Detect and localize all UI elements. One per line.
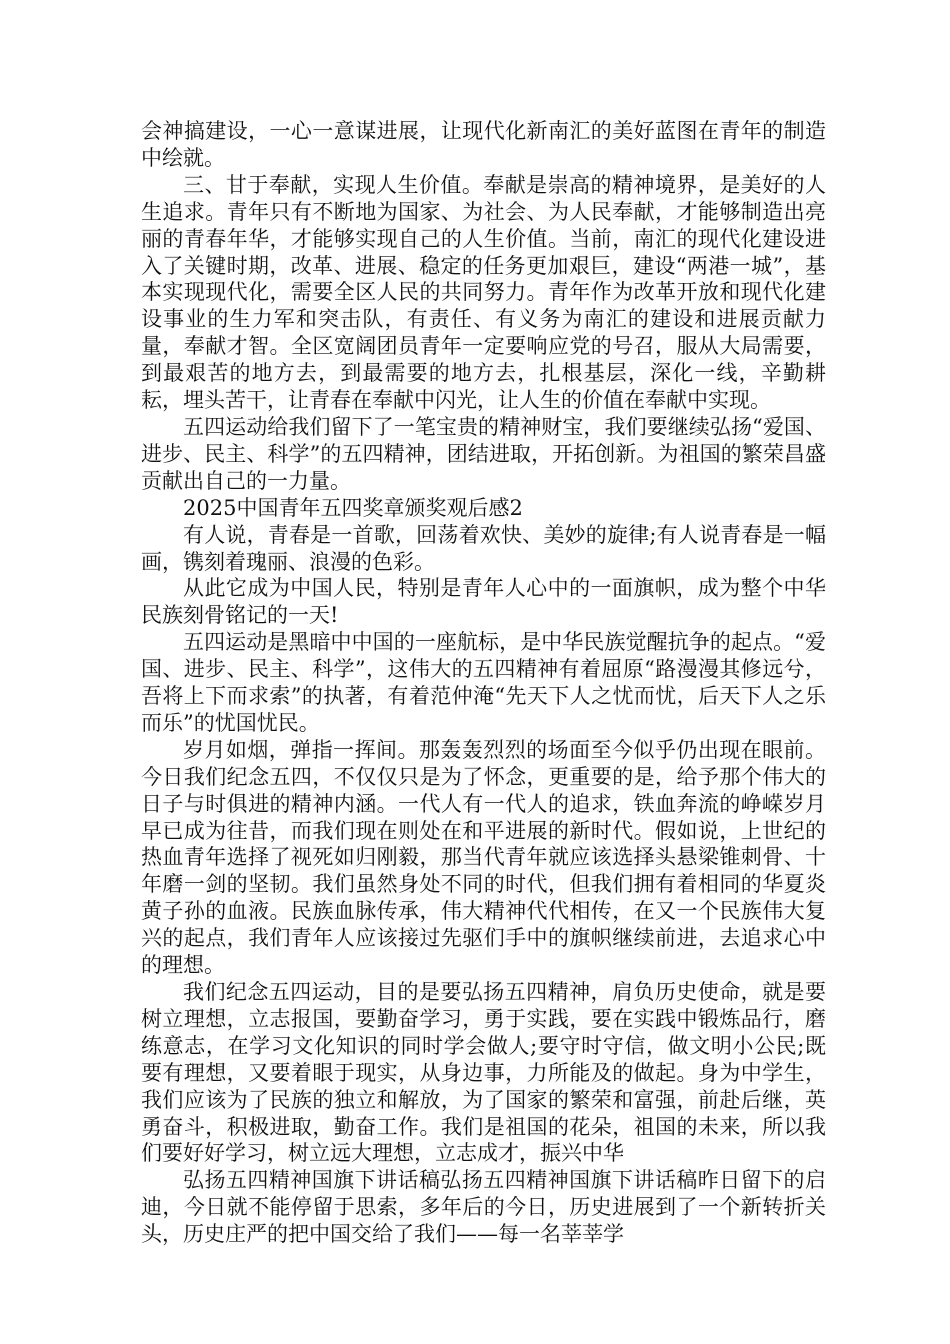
paragraph-years: 岁月如烟，弹指一挥间。那轰轰烈烈的场面至今似乎仍出现在眼前。今日我们纪念五四，不仅仅只是为了怀念，更重要的是，给予那个伟大的日子与时俱进的精神内涵。一代人有一代人的追求，铁血奔流的峥嵘岁月早已成为往昔，而我们现在则处在和平进展的新时代。假如说，上世纪的热血青年选择了视死如归刚毅，那当代青年就应该选择头悬梁锥刺骨、十年磨一剑的坚韧。我们虽然身处不同的时代，但我们拥有着相同的华夏炎黄子孙的血液。民族血脉传承，伟大精神代代相传，在又一个民族伟大复兴的起点，我们青年人应该接过先驱们手中的旗帜继续前进，去追求心中的理想。 [141,737,826,978]
paragraph-beacon: 五四运动是黑暗中中国的一座航标，是中华民族觉醒抗争的起点。“爱国、进步、民主、科学”，这伟大的五四精神有着屈原“路漫漫其修远兮，吾将上下而求索”的执著，有着范仲淹“先天下人之忧而忧，后天下人之乐而乐”的忧国忧民。 [141,630,826,735]
paragraph-banner: 从此它成为中国人民，特别是青年人心中的一面旗帜，成为整个中华民族刻骨铭记的一天! [141,576,826,628]
paragraph-flag-speech: 弘扬五四精神国旗下讲话稿弘扬五四精神国旗下讲话稿昨日留下的启迪，今日就不能停留于思索，多年后的今日，历史进展到了一个新转折关头，历史庄严的把中国交给了我们——每一名莘莘学 [141,1168,826,1247]
paragraph-commemoration: 我们纪念五四运动，目的是要弘扬五四精神，肩负历史使命，就是要树立理想，立志报国，要勤奋学习，勇于实践，要在实践中锻炼品行，磨练意志，在学习文化知识的同时学会做人;要守时守信，做文明小公民;既要有理想，又要着眼于现实，从身边事，力所能及的做起。身为中学生，我们应该为了民族的独立和解放，为了国家的繁荣和富强，前赴后继，英勇奋斗，积极进取，勤奋工作。我们是祖国的花朵，祖国的未来，所以我们要好好学习，树立远大理想，立志成才，振兴中华 [141,980,826,1166]
paragraph-youth-song: 有人说，青春是一首歌，回荡着欢快、美妙的旋律;有人说青春是一幅画，镌刻着瑰丽、浪漫的色彩。 [141,522,826,574]
paragraph-may-fourth-legacy: 五四运动给我们留下了一笔宝贵的精神财宝，我们要继续弘扬“爱国、进步、民主、科学”的五四精神，团结进取，开拓创新。为祖国的繁荣昌盛贡献出自己的一力量。 [141,414,826,493]
section-heading: 2025中国青年五四奖章颁奖观后感2 [183,495,523,520]
paragraph-dedication: 三、甘于奉献，实现人生价值。奉献是崇高的精神境界，是美好的人生追求。青年只有不断地为国家、为社会、为人民奉献，才能够制造出亮丽的青春年华，才能够实现自己的人生价值。当前，南汇的现代化建设进入了关键时期，改革、进展、稳定的任务更加艰巨，建设“两港一城”，基本实现现代化，需要全区人民的共同努力。青年作为改革开放和现代化建设事业的生力军和突击队，有责任、有义务为南汇的建设和进展贡献力量，奉献才智。全区宽阔团员青年一定要响应党的号召，服从大局需要，到最艰苦的地方去，到最需要的地方去，扎根基层，深化一线，辛勤耕耘，埋头苦干，让青春在奉献中闪光，让人生的价值在奉献中实现。 [141,172,826,413]
paragraph-continuation: 会神搞建设，一心一意谋进展，让现代化新南汇的美好蓝图在青年的制造中绘就。 [141,119,826,170]
document-page [141,118,826,1248]
